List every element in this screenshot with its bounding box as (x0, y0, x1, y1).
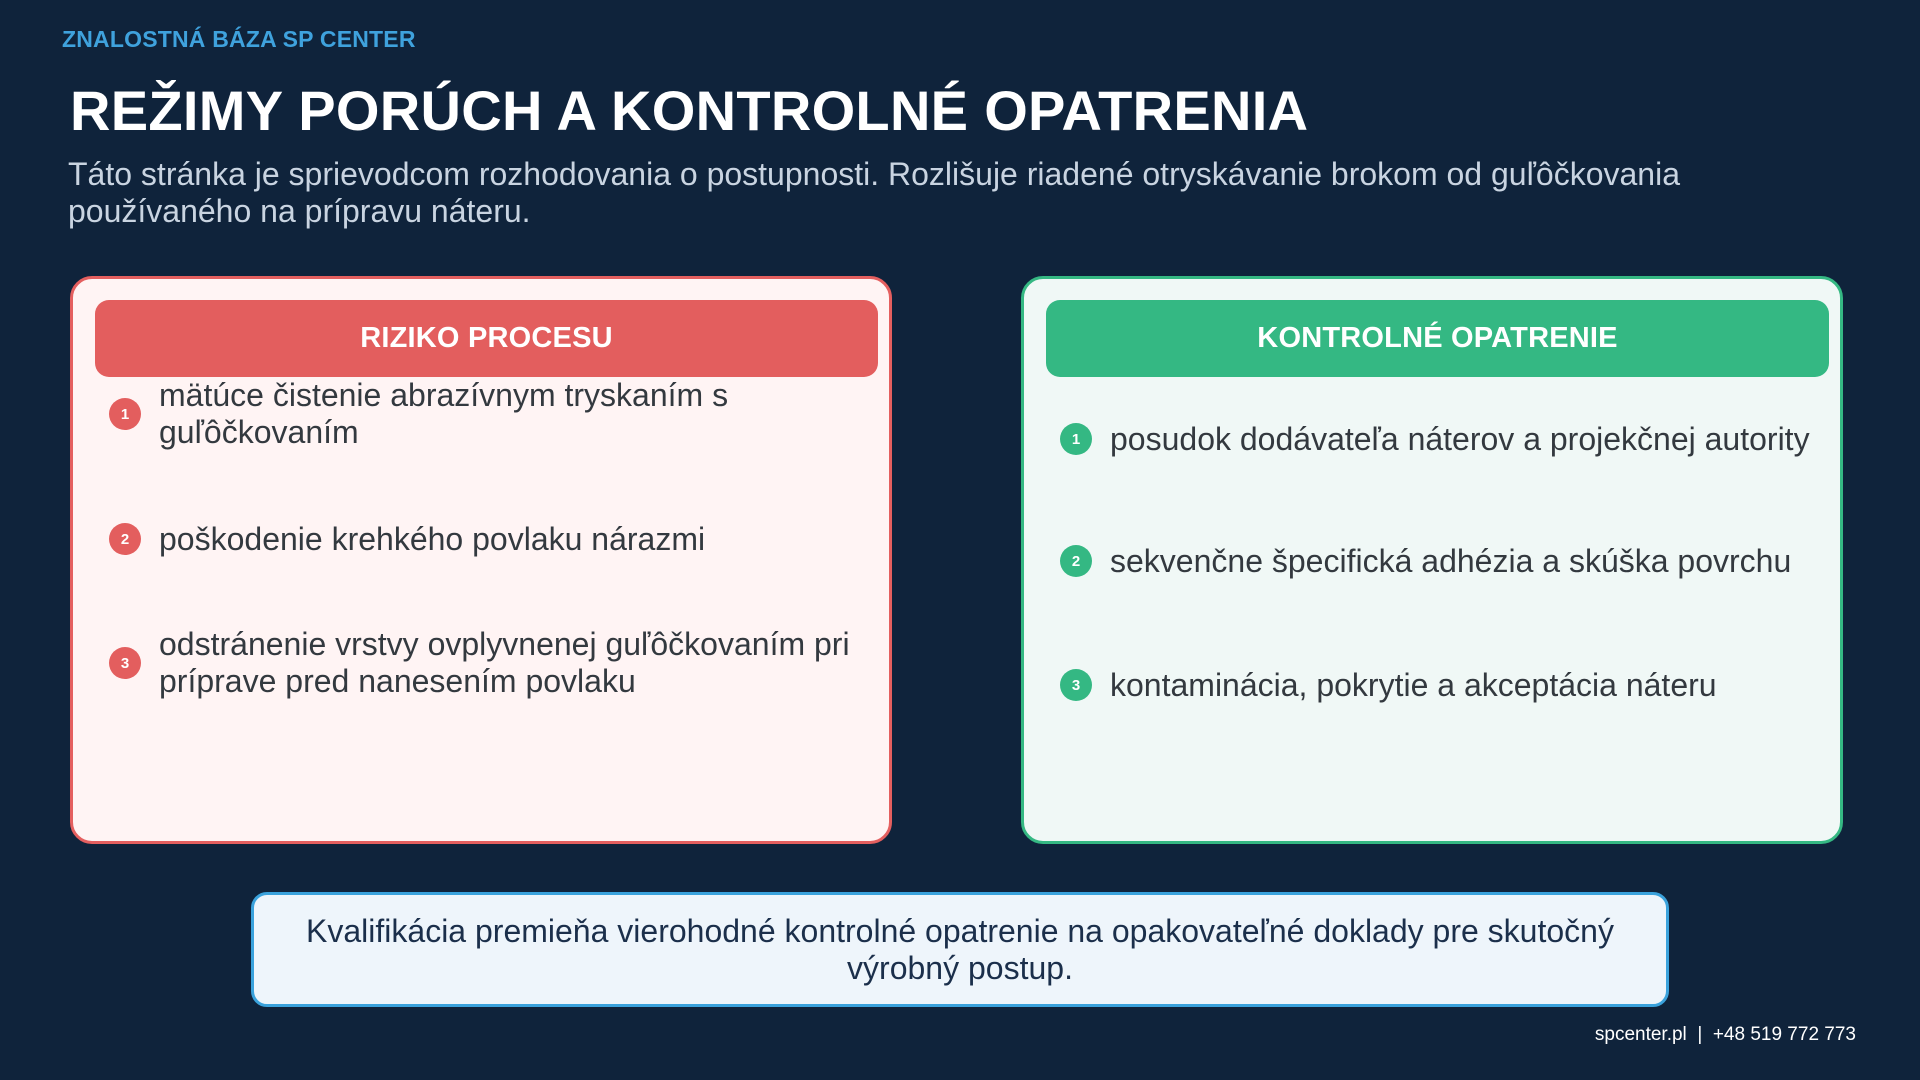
risk-item-number: 1 (109, 398, 141, 430)
control-panel (1021, 276, 1843, 844)
control-item-number: 3 (1060, 669, 1092, 701)
kicker-label: ZNALOSTNÁ BÁZA SP CENTER (62, 26, 416, 52)
risk-panel (70, 276, 892, 844)
risk-item-text: odstránenie vrstvy ovplyvnenej guľôčkovaním pri príprave pred nanesením povlaku (159, 626, 850, 699)
risk-item-1 (109, 379, 869, 449)
risk-panel-heading: RIZIKO PROCESU (95, 300, 878, 377)
control-item-number: 1 (1060, 423, 1092, 455)
footer-contact: spcenter.pl | +48 519 772 773 (1594, 1024, 1856, 1045)
control-item-1 (1060, 419, 1840, 459)
page-subtitle: Táto stránka je sprievodcom rozhodovania o postupnosti. Rozlišuje riadené otryskávanie brokom od guľôčkovania používaného na prípravu náteru. (68, 156, 1680, 229)
risk-item-text: mätúce čistenie abrazívnym tryskaním s guľôčkovaním (159, 377, 729, 450)
risk-item-number: 3 (109, 647, 141, 679)
control-panel-heading: KONTROLNÉ OPATRENIE (1046, 300, 1829, 377)
control-item-text: sekvenčne špecifická adhézia a skúška povrchu (1110, 542, 1792, 579)
risk-item-2 (109, 519, 869, 559)
risk-item-number: 2 (109, 523, 141, 555)
control-item-number: 2 (1060, 545, 1092, 577)
page-title: REŽIMY PORÚCH A KONTROLNÉ OPATRENIA (70, 79, 1309, 142)
risk-item-3 (109, 625, 869, 701)
control-item-3 (1060, 665, 1840, 705)
risk-item-text: poškodenie krehkého povlaku nárazmi (159, 520, 706, 557)
control-item-2 (1060, 541, 1840, 581)
control-item-text: kontaminácia, pokrytie a akceptácia náteru (1110, 666, 1717, 703)
summary-callout: Kvalifikácia premieňa vierohodné kontrolné opatrenie na opakovateľné doklady pre skutočný výrobný postup. (251, 892, 1669, 1007)
control-item-text: posudok dodávateľa náterov a projekčnej autority (1110, 420, 1810, 457)
